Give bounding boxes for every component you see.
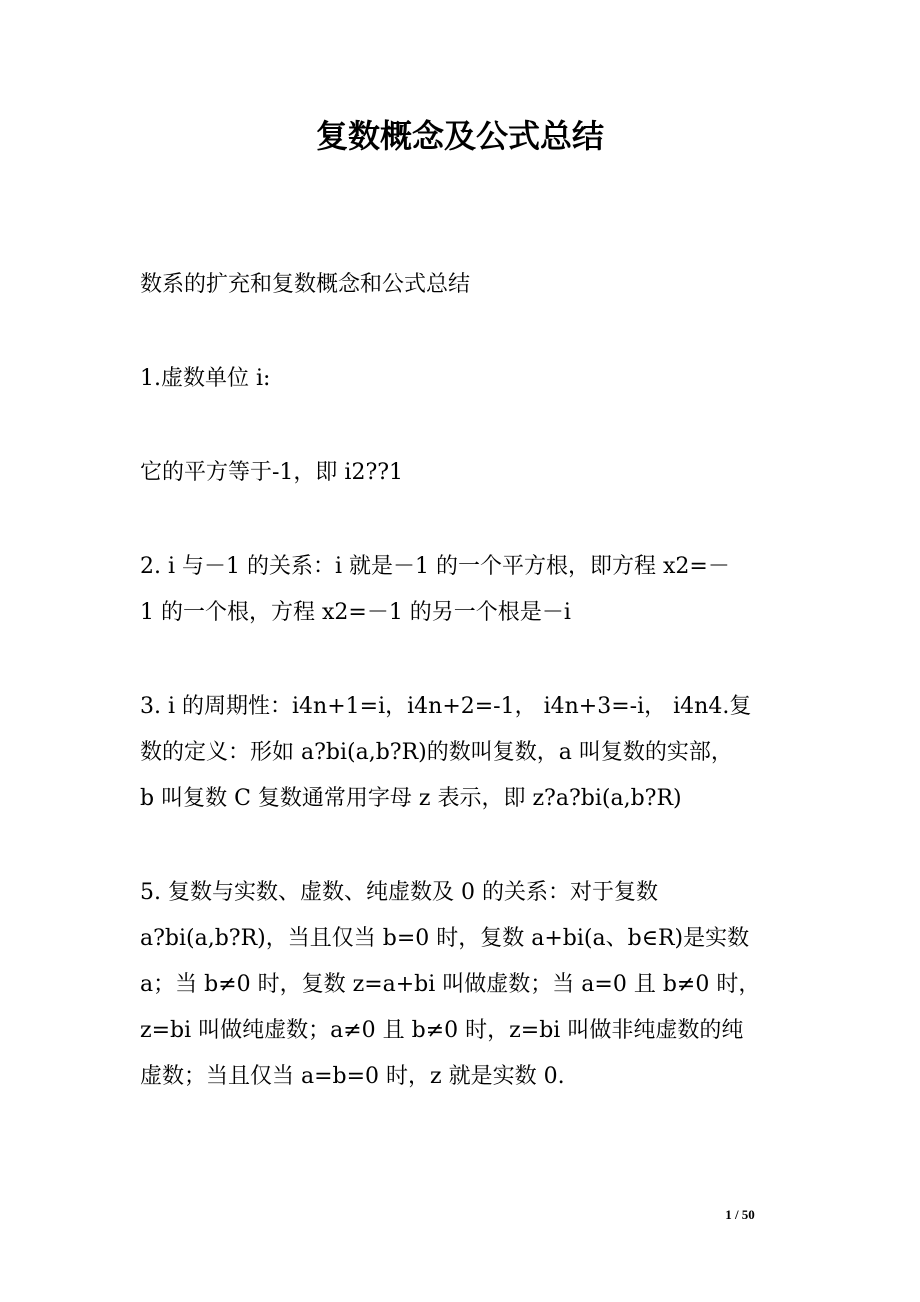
paragraph-1-heading — [140, 356, 785, 402]
page-number: 1 / 50 — [725, 1207, 755, 1222]
text-line: a?bi(a,b?R)，当且仅当 b=0 时，复数 a+bi(a、b∈R)是实数 — [140, 926, 750, 951]
document-body — [140, 262, 785, 1148]
text-line: 2. i 与－1 的关系：i 就是－1 的一个平方根，即方程 x2=－ — [140, 554, 730, 579]
document-title: 复数概念及公式总结 — [315, 117, 604, 155]
text-line: b 叫复数 C 复数通常用字母 z 表示，即 z?a?bi(a,b?R) — [140, 786, 682, 811]
paragraph-2 — [140, 544, 785, 636]
text-line: z=bi 叫做纯虚数；a≠0 且 b≠0 时，z=bi 叫做非纯虚数的纯 — [140, 1018, 744, 1043]
text-line: 虚数；当且仅当 a=b=0 时，z 就是实数 0. — [140, 1064, 565, 1089]
text-line: a；当 b≠0 时，复数 z=a+bi 叫做虚数；当 a=0 且 b≠0 时， — [140, 972, 761, 997]
text-line: 1 的一个根，方程 x2=－1 的另一个根是－i — [140, 600, 571, 625]
text-line: 1.虚数单位 i: — [140, 366, 271, 391]
text-line: 3. i 的周期性：i4n+1=i，i4n+2=-1， i4n+3=-i， i4n4.复 — [140, 694, 752, 719]
paragraph-1-body — [140, 450, 785, 496]
text-line: 数的定义：形如 a?bi(a,b?R)的数叫复数，a 叫复数的实部， — [140, 740, 733, 765]
text-line: 数系的扩充和复数概念和公式总结 — [140, 272, 471, 297]
paragraph-3-4 — [140, 684, 785, 822]
paragraph-5 — [140, 870, 785, 1100]
text-line: 它的平方等于-1，即 i2??1 — [140, 460, 404, 485]
paragraph-intro — [140, 262, 785, 308]
text-line: 5. 复数与实数、虚数、纯虚数及 0 的关系：对于复数 — [140, 880, 658, 905]
